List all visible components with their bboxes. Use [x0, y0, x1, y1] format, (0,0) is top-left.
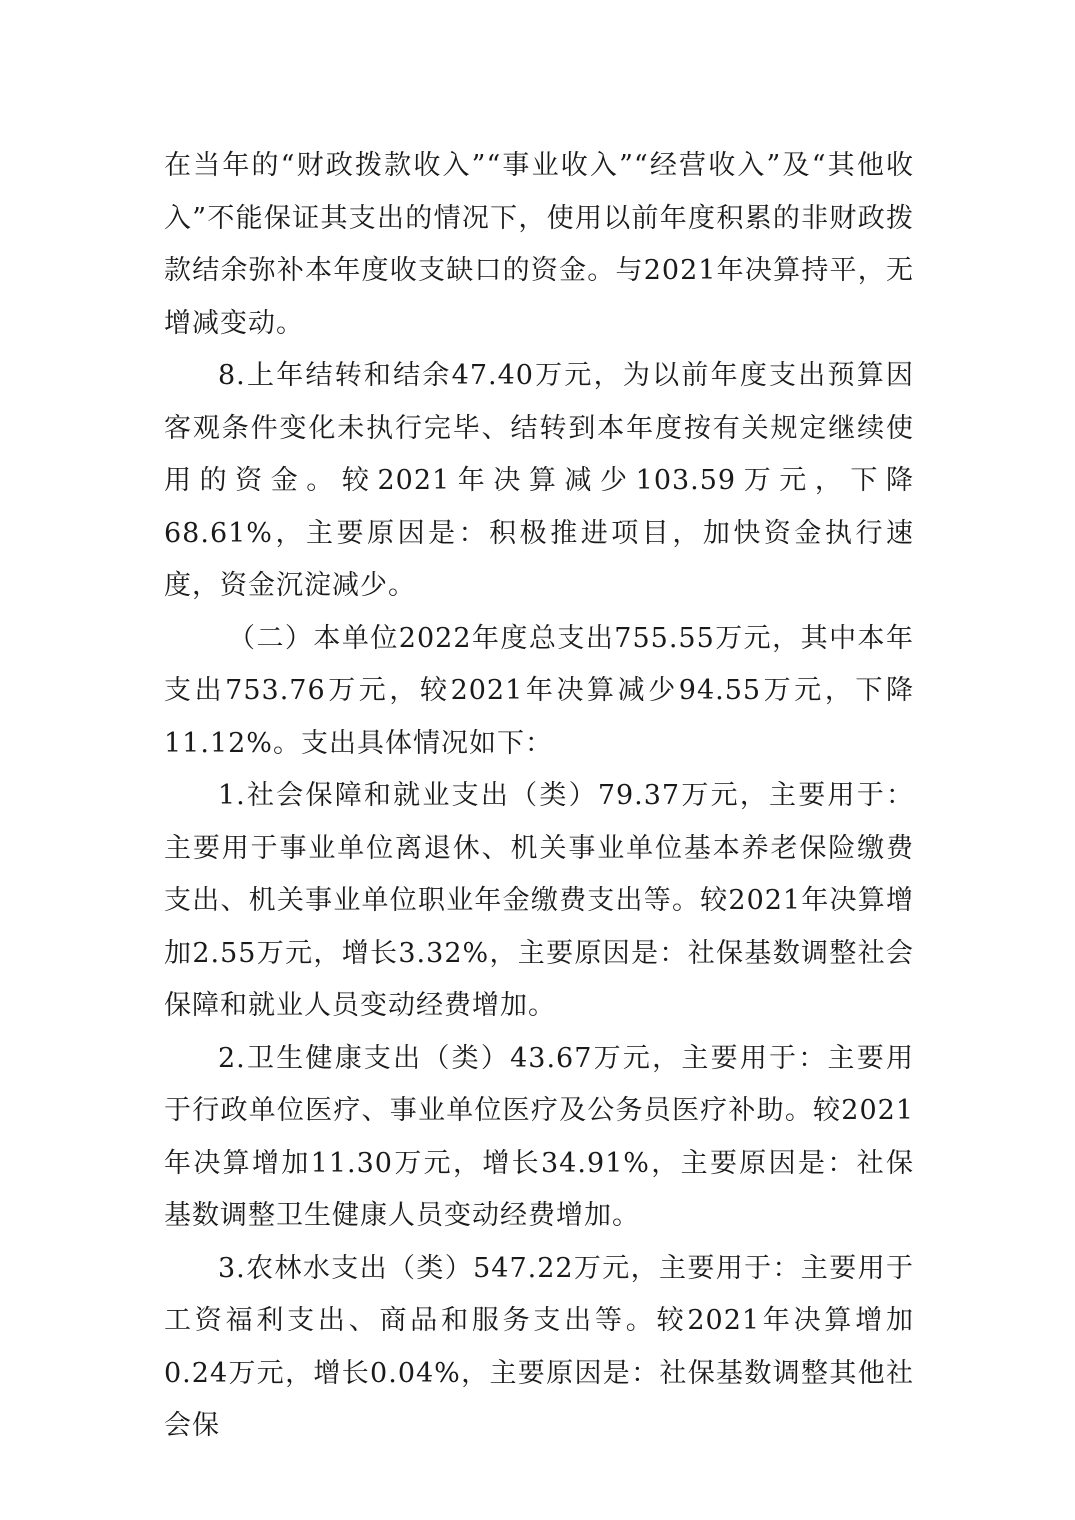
paragraph-item-3-agriculture: 3.农林水支出（类）547.22万元，主要用于：主要用于工资福利支出、商品和服务支出等。较2021年决算增加0.24万元，增长0.04%，主要原因是：社保基数调整其他社会保	[164, 1252, 914, 1441]
paragraph-item-8-carryover-balance: 8.上年结转和结余47.40万元，为以前年度支出预算因客观条件变化未执行完毕、结转到本年度按有关规定继续使用的资金。较2021年决算减少103.59万元，下降68.61%，主要原因是：积极推进项目，加快资金执行速度，资金沉淀减少。	[164, 360, 914, 601]
document-page	[164, 140, 914, 1453]
paragraph-section-2-total-expenditure: （二）本单位2022年度总支出755.55万元，其中本年支出753.76万元，较2021年决算减少94.55万元，下降11.12%。支出具体情况如下：	[164, 622, 914, 759]
paragraph-item-1-social-security: 1.社会保障和就业支出（类）79.37万元，主要用于：主要用于事业单位离退休、机关事业单位基本养老保险缴费支出、机关事业单位职业年金缴费支出等。较2021年决算增加2.55万元，增长3.32%，主要原因是：社保基数调整社会保障和就业人员变动经费增加。	[164, 780, 914, 1021]
paragraph-carryover-text: 在当年的“财政拨款收入”“事业收入”“经营收入”及“其他收入”不能保证其支出的情况下，使用以前年度积累的非财政拨款结余弥补本年度收支缺口的资金。与2021年决算持平，无增减变动。	[164, 150, 914, 339]
paragraph-item-2-health: 2.卫生健康支出（类）43.67万元，主要用于：主要用于行政单位医疗、事业单位医疗及公务员医疗补助。较2021年决算增加11.30万元，增长34.91%，主要原因是：社保基数调整卫生健康人员变动经费增加。	[164, 1042, 914, 1231]
